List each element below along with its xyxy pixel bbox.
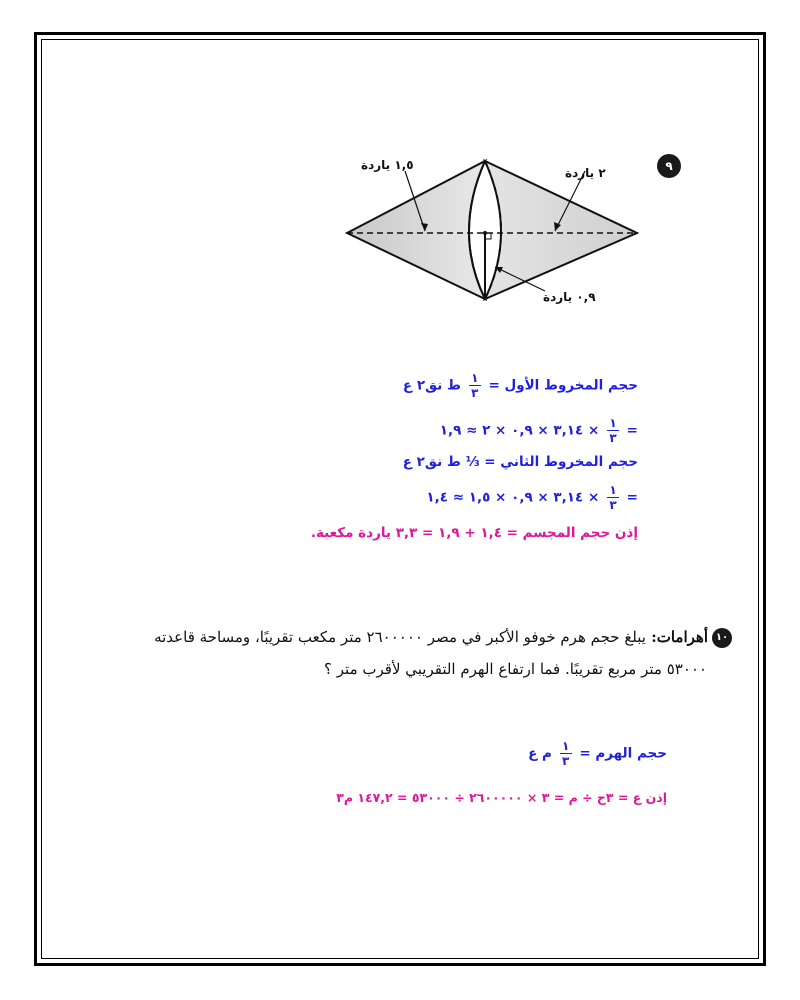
fraction-one-third: $\frac{١}{٣}$ [607, 417, 619, 444]
figure-label-left: ١,٥ ياردة [361, 158, 414, 172]
figure-label-radius: ٠,٩ ياردة [543, 290, 596, 304]
p10-title: أهرامات: [645, 628, 708, 646]
fraction-one-third: $\frac{١}{٣}$ [560, 740, 572, 767]
fraction-one-third: $\frac{١}{٣}$ [469, 372, 481, 399]
fraction-one-third: $\frac{١}{٣}$ [607, 484, 619, 511]
p9-line2-after: × ٣,١٤ × ٠,٩ × ٢ ≈ ١,٩ [439, 422, 604, 439]
figure-label-right: ٢ ياردة [565, 166, 606, 180]
p10-solution-line-2: إذن ع = ٣ح ÷ م = ٣ × ٢٦٠٠٠٠٠ ÷ ٥٣٠٠٠ = ١٤٧,٢ م٣ [336, 790, 667, 805]
p9-line2-text: = [621, 422, 638, 439]
left-cone [347, 161, 485, 299]
p9-solution-line-1 [403, 372, 638, 399]
p9-solution-line-3: حجم المخروط الثاني = ⅓ ط نق٢ ع [402, 454, 638, 470]
p10-line1-text: حجم الهرم = [574, 745, 667, 762]
problem-10-badge: ١٠ [712, 628, 732, 648]
p10-text-line-1 [154, 628, 708, 646]
p9-line1-text: حجم المخروط الأول = [483, 377, 638, 394]
p9-line4-after: × ٣,١٤ × ٠,٩ × ١,٥ ≈ ١,٤ [426, 489, 604, 506]
problem-9-badge: ٩ [657, 154, 681, 178]
p9-solution-line-2 [440, 417, 638, 444]
right-cone [485, 161, 637, 299]
p9-line1-after: ط نق٢ ع [402, 377, 466, 394]
p9-line4-text: = [621, 489, 638, 506]
p9-solution-line-4 [426, 484, 638, 511]
p10-text-1: يبلغ حجم هرم خوفو الأكبر في مصر ٢٦٠٠٠٠٠ متر مكعب تقريبًا، ومساحة قاعدته [154, 628, 646, 646]
p10-text-line-2: ٥٣٠٠٠ متر مربع تقريبًا. فما ارتفاع الهرم التقريبي لأقرب متر ؟ [324, 660, 707, 678]
p10-solution-line-1 [528, 740, 667, 767]
p9-solution-line-5: إذن حجم المجسم = ١,٤ + ١,٩ = ٣,٣ ياردة مكعبة. [310, 525, 638, 541]
p10-line1-after: م ع [528, 745, 557, 762]
